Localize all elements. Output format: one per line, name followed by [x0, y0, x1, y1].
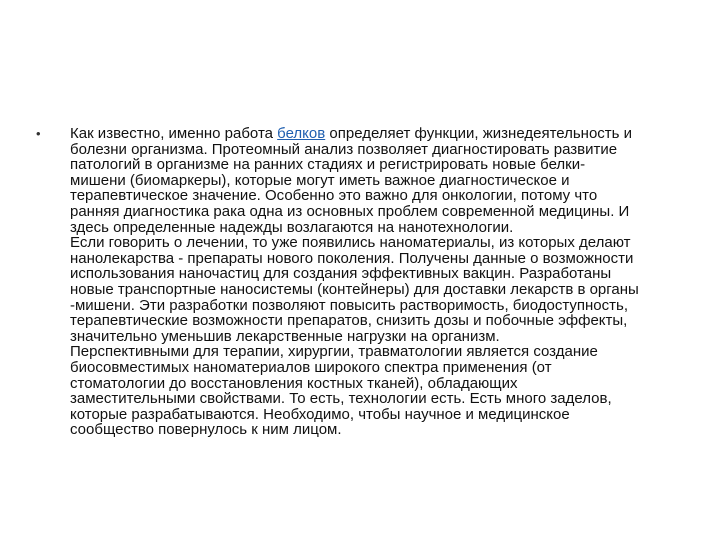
line-text: определяет функции, жизнедеятельность и: [325, 125, 633, 142]
paragraph-line: терапевтические возможности препаратов, снизить дозы и побочные эффекты,: [70, 312, 628, 330]
paragraph-line: болезни организма. Протеомный анализ позволяет диагностировать развитие: [70, 140, 618, 158]
paragraph-line: сообщество повернулось к ним лицом.: [70, 421, 342, 439]
bullet-marker: •: [36, 126, 41, 141]
paragraph-line: нанолекарства - препараты нового поколения. Получены данные о возможности: [70, 249, 634, 267]
paragraph-line: мишени (биомаркеры), которые могут иметь важное диагностическое и: [70, 171, 570, 189]
paragraph-line: здесь определенные надежды возлагаются на нанотехнологии.: [70, 218, 514, 236]
paragraph-line: терапевтическое значение. Особенно это важно для онкологии, потому что: [70, 187, 598, 205]
paragraph-line: Если говорить о лечении, то уже появились наноматериалы, из которых делают: [70, 234, 631, 252]
paragraph-line: Перспективными для терапии, хирургии, травматологии является создание: [70, 343, 598, 361]
paragraph-line: биосовместимых наноматериалов широкого спектра применения (от: [70, 358, 552, 376]
line-text: Как известно, именно работа: [70, 125, 278, 142]
paragraph-line: стоматологии до восстановления костных тканей), обладающих: [70, 374, 518, 392]
paragraph-line: [70, 126, 692, 142]
paragraph-line: значительно уменьшив лекарственные нагрузки на организм.: [70, 327, 500, 345]
body-paragraph: [70, 126, 692, 438]
paragraph-line: новые транспортные наносистемы (контейнеры) для доставки лекарств в органы: [70, 280, 639, 298]
paragraph-line: ранняя диагностика рака одна из основных проблем современной медицины. И: [70, 202, 630, 220]
paragraph-line: патологий в организме на ранних стадиях и регистрировать новые белки-: [70, 156, 586, 174]
paragraph-line: -мишени. Эти разработки позволяют повысить растворимость, биодоступность,: [70, 296, 628, 314]
paragraph-line: заместительными свойствами. То есть, технологии есть. Есть много заделов,: [70, 390, 612, 408]
proteins-link[interactable]: белков: [277, 125, 326, 142]
paragraph-line: которые разрабатываются. Необходимо, чтобы научное и медицинское: [70, 405, 570, 423]
paragraph-line: использования наночастиц для создания эффективных вакцин. Разработаны: [70, 265, 612, 283]
